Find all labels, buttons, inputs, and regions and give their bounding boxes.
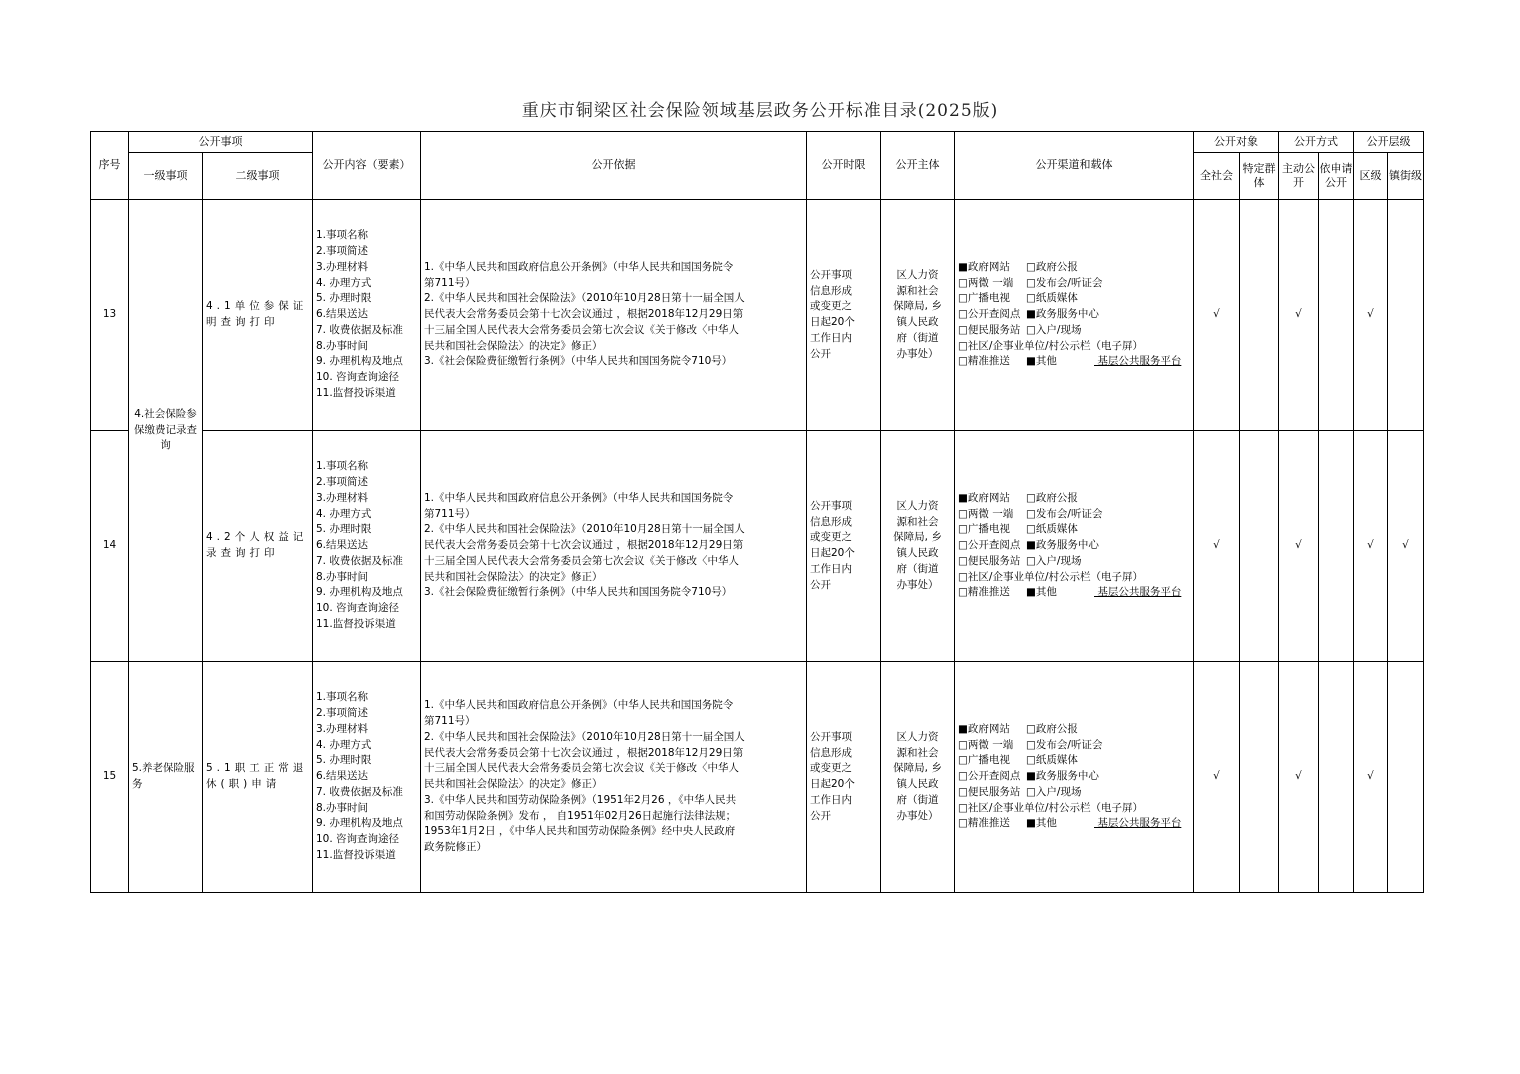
cell-mode-apply	[1319, 662, 1354, 893]
cell-level2	[203, 662, 313, 893]
cell-seq: 15	[91, 662, 129, 893]
channel-pair	[958, 291, 1190, 307]
header-target: 公开对象	[1194, 132, 1279, 153]
channel-option: □广播电视	[958, 523, 1010, 536]
header-time: 公开时限	[807, 132, 881, 200]
channel-pair	[958, 354, 1190, 370]
channel-option: □政府公报	[1026, 722, 1078, 735]
time-line: 或变更之	[810, 300, 852, 313]
cell-level-town	[1388, 662, 1424, 893]
channel-option: □两微 一端	[958, 276, 1014, 289]
basis-line: 十三届全国人民代表大会常务委员会第七次会议《关于修改〈中华人	[424, 554, 739, 567]
cell-mode-active: √	[1279, 431, 1319, 662]
time-line: 日起20个	[810, 547, 855, 559]
cell-level2	[203, 431, 313, 662]
header-channel: 公开渠道和载体	[955, 132, 1194, 200]
cell-subject	[881, 431, 955, 662]
cell-channel	[955, 200, 1194, 431]
cell-target-group	[1240, 200, 1279, 431]
cell-level-town	[1388, 200, 1424, 431]
level1-text: 4.社会保险参保缴费记录查询	[134, 407, 197, 452]
channel-option: □公开查阅点	[958, 539, 1021, 552]
cell-content	[313, 200, 421, 431]
basis-line: 和国劳动保险条例》发布 ， 自1951年02月26日起施行法律法规；	[424, 809, 737, 822]
channel-pair	[958, 722, 1190, 738]
subject-line: 区人力资	[896, 499, 939, 512]
basis-line: 第711号）	[424, 507, 476, 520]
subject-line: 镇人民政	[896, 778, 939, 790]
content-item: 2.事项简述	[316, 245, 369, 258]
content-item: 1.事项名称	[316, 691, 369, 704]
subject-line: 区人力资	[896, 268, 939, 281]
channel-other-prefix: ■其他	[1026, 586, 1057, 599]
cell-seq: 13	[91, 200, 129, 431]
time-line: 公开事项	[810, 268, 852, 281]
subject-line: 保障局, 乡	[893, 300, 942, 313]
channel-pair	[958, 585, 1190, 601]
cell-mode-apply	[1319, 431, 1354, 662]
channel-option: □入户/现场	[1026, 323, 1082, 336]
content-item: 11.监督投诉渠道	[316, 848, 396, 861]
cell-subject	[881, 200, 955, 431]
cell-basis	[421, 662, 807, 893]
cell-level1	[129, 200, 203, 662]
channel-option: □发布会/听证会	[1026, 507, 1103, 520]
cell-level-district: √	[1354, 662, 1388, 893]
time-line: 公开	[810, 347, 831, 360]
level2-text: 4.2个人权益记录查询打印	[206, 531, 308, 559]
level1-text: 5.养老保险服务	[132, 762, 195, 790]
channel-pair	[958, 491, 1190, 507]
subject-line: 源和社会	[896, 515, 939, 528]
content-item: 10. 咨询查询途径	[316, 602, 400, 615]
time-line: 日起20个	[810, 778, 855, 790]
subject-line: 府（街道	[896, 793, 939, 806]
channel-pair	[958, 307, 1190, 323]
subject-line: 办事处）	[896, 578, 939, 591]
content-item: 10. 咨询查询途径	[316, 371, 400, 384]
channel-pair	[958, 769, 1190, 785]
content-item: 1.事项名称	[316, 460, 369, 473]
cell-time	[807, 200, 881, 431]
content-item: 4. 办理方式	[316, 276, 372, 289]
channel-option: □政府公报	[1026, 491, 1078, 504]
channel-other-prefix: ■其他	[1026, 355, 1057, 368]
channel-pair	[958, 785, 1190, 801]
cell-target-all: √	[1194, 662, 1240, 893]
subject-line: 镇人民政	[896, 316, 939, 328]
cell-time	[807, 662, 881, 893]
channel-community: □社区/企事业单位/村公示栏（电子屏）	[958, 801, 1143, 814]
content-item: 8.办事时间	[316, 339, 369, 352]
time-line: 或变更之	[810, 531, 852, 544]
channel-pair	[958, 554, 1190, 570]
time-line: 信息形成	[810, 515, 852, 528]
cell-seq: 14	[91, 431, 129, 662]
content-item: 4. 办理方式	[316, 738, 372, 751]
channel-option: □便民服务站	[958, 554, 1021, 567]
content-item: 5. 办理时限	[316, 754, 372, 767]
channel-option: □政府公报	[1026, 260, 1078, 273]
basis-line: 1953年1月2日 ，《中华人民共和国劳动保险条例》经中央人民政府	[424, 825, 736, 838]
content-item: 2.事项简述	[316, 476, 369, 489]
content-item: 11.监督投诉渠道	[316, 386, 396, 399]
header-level-district: 区级	[1354, 153, 1388, 200]
basis-line: 民共和国社会保险法〉的决定》修正）	[424, 339, 603, 352]
header-level1: 一级事项	[129, 153, 203, 200]
header-seq: 序号	[91, 132, 129, 200]
content-item: 9. 办理机构及地点	[316, 586, 403, 599]
time-line: 公开事项	[810, 499, 852, 512]
content-item: 3.办理材料	[316, 260, 369, 273]
content-item: 9. 办理机构及地点	[316, 817, 403, 830]
subject-line: 府（街道	[896, 562, 939, 575]
channel-other-prefix: ■其他	[1026, 817, 1057, 830]
content-item: 3.办理材料	[316, 491, 369, 504]
header-target-group: 特定群体	[1240, 153, 1279, 200]
basis-line: 2.《中华人民共和国社会保险法》（2010年10月28日第十一届全国人	[424, 292, 745, 305]
header-level2: 二级事项	[203, 153, 313, 200]
channel-community: □社区/企事业单位/村公示栏（电子屏）	[958, 339, 1143, 352]
table-row	[91, 431, 1424, 662]
basis-line: 十三届全国人民代表大会常务委员会第七次会议《关于修改〈中华人	[424, 323, 739, 336]
content-item: 2.事项简述	[316, 707, 369, 720]
content-item: 6.结果送达	[316, 539, 369, 552]
channel-option: □两微 一端	[958, 738, 1014, 751]
channel-other	[1026, 585, 1181, 601]
subject-line: 办事处）	[896, 809, 939, 822]
content-item: 3.办理材料	[316, 722, 369, 735]
basis-line: 3.《社会保险费征缴暂行条例》（中华人民共和国国务院令710号）	[424, 355, 733, 368]
page-title: 重庆市铜梁区社会保险领域基层政务公开标准目录(2025版)	[521, 101, 999, 121]
content-item: 5. 办理时限	[316, 523, 372, 536]
cell-level-district: √	[1354, 200, 1388, 431]
basis-line: 政务院修正）	[424, 841, 487, 853]
subject-line: 镇人民政	[896, 547, 939, 559]
channel-option: □两微 一端	[958, 507, 1014, 520]
cell-subject	[881, 662, 955, 893]
table-row	[91, 200, 1424, 431]
cell-level-district: √	[1354, 431, 1388, 662]
channel-option: ■政务服务中心	[1026, 539, 1099, 552]
header-content: 公开内容（要素）	[313, 132, 421, 200]
time-line: 日起20个	[810, 316, 855, 328]
channel-community: □社区/企事业单位/村公示栏（电子屏）	[958, 570, 1143, 583]
channel-option: □纸质媒体	[1026, 754, 1078, 767]
header-level-town: 镇街级	[1388, 153, 1424, 200]
content-item: 9. 办理机构及地点	[316, 355, 403, 368]
subject-line: 源和社会	[896, 746, 939, 759]
channel-option: ■政务服务中心	[1026, 308, 1099, 321]
basis-line: 民代表大会常务委员会第十七次会议通过 ，根据2018年12月29日第	[424, 746, 744, 759]
time-line: 公开	[810, 809, 831, 822]
channel-pair	[958, 323, 1190, 339]
basis-line: 2.《中华人民共和国社会保险法》（2010年10月28日第十一届全国人	[424, 730, 745, 743]
channel-pair	[958, 753, 1190, 769]
content-item: 11.监督投诉渠道	[316, 617, 396, 630]
basis-line: 1.《中华人民共和国政府信息公开条例》（中华人民共和国国务院令	[424, 260, 734, 273]
disclosure-table	[90, 131, 1424, 893]
subject-line: 保障局, 乡	[893, 762, 942, 775]
cell-level1	[129, 662, 203, 893]
basis-line: 第711号）	[424, 715, 476, 727]
channel-option: □广播电视	[958, 292, 1010, 305]
cell-level-town: √	[1388, 431, 1424, 662]
cell-target-group	[1240, 431, 1279, 662]
channel-pair	[958, 260, 1190, 276]
cell-level2	[203, 200, 313, 431]
channel-option: □入户/现场	[1026, 554, 1082, 567]
channel-push: □精准推送	[958, 355, 1010, 368]
channel-option: □入户/现场	[1026, 785, 1082, 798]
content-item: 7. 收费依据及标准	[316, 554, 403, 567]
time-line: 工作日内	[810, 562, 852, 575]
header-mode: 公开方式	[1279, 132, 1354, 153]
channel-pair	[958, 538, 1190, 554]
channel-push: □精准推送	[958, 817, 1010, 830]
content-item: 1.事项名称	[316, 229, 369, 242]
time-line: 工作日内	[810, 331, 852, 344]
cell-mode-active: √	[1279, 200, 1319, 431]
channel-option: ■政府网站	[958, 260, 1010, 273]
table-row	[91, 662, 1424, 893]
cell-content	[313, 662, 421, 893]
channel-pair	[958, 816, 1190, 832]
channel-option: □纸质媒体	[1026, 523, 1078, 536]
channel-push: □精准推送	[958, 586, 1010, 599]
level2-text: 5.1职工正常退休(职)申请	[206, 762, 308, 790]
cell-target-group	[1240, 662, 1279, 893]
time-line: 工作日内	[810, 793, 852, 806]
cell-channel	[955, 662, 1194, 893]
header-matter: 公开事项	[129, 132, 313, 153]
cell-basis	[421, 431, 807, 662]
cell-mode-active: √	[1279, 662, 1319, 893]
time-line: 信息形成	[810, 284, 852, 297]
time-line: 公开	[810, 578, 831, 591]
channel-pair	[958, 522, 1190, 538]
channel-option: ■政府网站	[958, 491, 1010, 504]
channel-option: □广播电视	[958, 754, 1010, 767]
cell-basis	[421, 200, 807, 431]
level2-text: 4.1单位参保证明查询打印	[206, 300, 308, 328]
basis-line: 民共和国社会保险法〉的决定》修正）	[424, 570, 603, 583]
channel-option: ■政府网站	[958, 722, 1010, 735]
header-mode-apply: 依申请公开	[1319, 153, 1354, 200]
basis-line: 1.《中华人民共和国政府信息公开条例》（中华人民共和国国务院令	[424, 491, 734, 504]
subject-line: 源和社会	[896, 284, 939, 297]
subject-line: 府（街道	[896, 331, 939, 344]
header-basis: 公开依据	[421, 132, 807, 200]
time-line: 公开事项	[810, 730, 852, 743]
basis-line: 2.《中华人民共和国社会保险法》（2010年10月28日第十一届全国人	[424, 523, 745, 536]
content-item: 8.办事时间	[316, 570, 369, 583]
content-item: 5. 办理时限	[316, 292, 372, 305]
cell-channel	[955, 431, 1194, 662]
content-item: 7. 收费依据及标准	[316, 785, 403, 798]
channel-option: □便民服务站	[958, 785, 1021, 798]
cell-content	[313, 431, 421, 662]
channel-other	[1026, 354, 1181, 370]
channel-option: □公开查阅点	[958, 770, 1021, 783]
channel-option: □纸质媒体	[1026, 292, 1078, 305]
basis-line: 第711号）	[424, 276, 476, 289]
channel-option: ■政务服务中心	[1026, 770, 1099, 783]
channel-other-value: 基层公共服务平台	[1094, 355, 1182, 368]
content-item: 8.办事时间	[316, 801, 369, 814]
basis-line: 3.《中华人民共和国劳动保险条例》（1951年2月26 ，《中华人民共	[424, 793, 737, 806]
header-subject: 公开主体	[881, 132, 955, 200]
channel-option: □发布会/听证会	[1026, 738, 1103, 751]
channel-option: □便民服务站	[958, 323, 1021, 336]
cell-time	[807, 431, 881, 662]
subject-line: 办事处）	[896, 347, 939, 360]
header-mode-active: 主动公开	[1279, 153, 1319, 200]
content-item: 10. 咨询查询途径	[316, 833, 400, 846]
header-level: 公开层级	[1354, 132, 1424, 153]
basis-line: 1.《中华人民共和国政府信息公开条例》（中华人民共和国国务院令	[424, 699, 734, 712]
content-item: 6.结果送达	[316, 308, 369, 321]
cell-mode-apply	[1319, 200, 1354, 431]
channel-other-value: 基层公共服务平台	[1094, 817, 1182, 830]
content-item: 7. 收费依据及标准	[316, 323, 403, 336]
channel-other	[1026, 816, 1181, 832]
channel-option: □发布会/听证会	[1026, 276, 1103, 289]
header-target-all: 全社会	[1194, 153, 1240, 200]
channel-other-value: 基层公共服务平台	[1094, 586, 1182, 599]
channel-pair	[958, 276, 1190, 292]
content-item: 4. 办理方式	[316, 507, 372, 520]
cell-target-all: √	[1194, 431, 1240, 662]
table-body	[91, 200, 1424, 893]
channel-option: □公开查阅点	[958, 308, 1021, 321]
subject-line: 保障局, 乡	[893, 531, 942, 544]
channel-pair	[958, 507, 1190, 523]
basis-line: 民代表大会常务委员会第十七次会议通过 ，根据2018年12月29日第	[424, 308, 744, 321]
basis-line: 民代表大会常务委员会第十七次会议通过 ，根据2018年12月29日第	[424, 539, 744, 552]
channel-pair	[958, 738, 1190, 754]
basis-line: 十三届全国人民代表大会常务委员会第七次会议《关于修改〈中华人	[424, 762, 739, 775]
content-item: 6.结果送达	[316, 770, 369, 783]
cell-target-all: √	[1194, 200, 1240, 431]
basis-line: 民共和国社会保险法〉的决定》修正）	[424, 778, 603, 790]
time-line: 信息形成	[810, 746, 852, 759]
subject-line: 区人力资	[896, 730, 939, 743]
time-line: 或变更之	[810, 762, 852, 775]
basis-line: 3.《社会保险费征缴暂行条例》（中华人民共和国国务院令710号）	[424, 586, 733, 599]
